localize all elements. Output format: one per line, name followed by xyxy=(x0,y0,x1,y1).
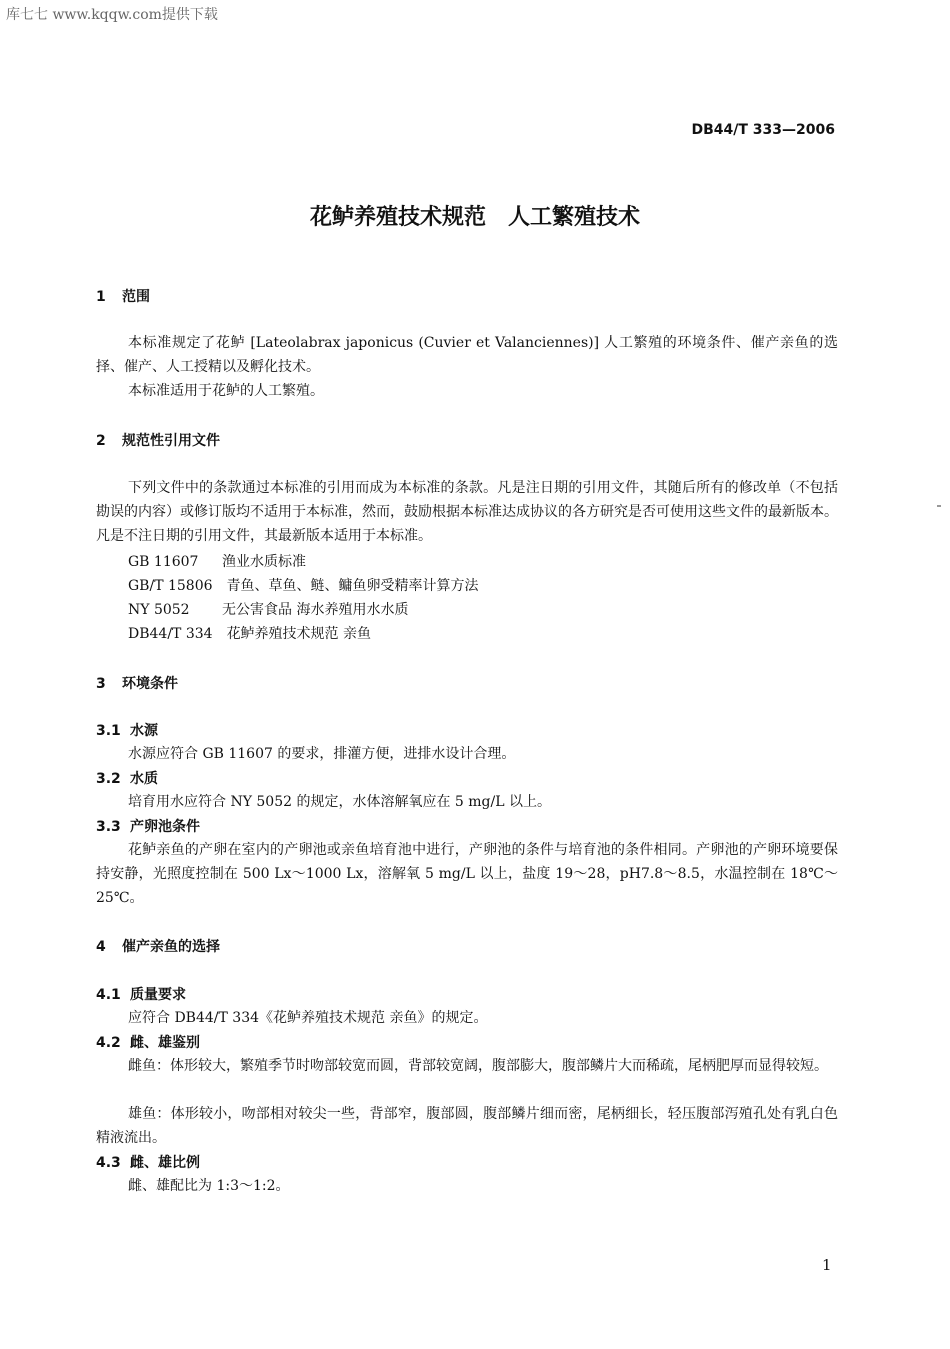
subsection-title: 产卵池条件 xyxy=(130,819,200,835)
female-identification-text: 雌鱼：体形较大，繁殖季节时吻部较宽而圆，背部较宽阔，腹部膨大，腹部鳞片大而稀疏，尾柄肥厚而显得较短。 xyxy=(128,1058,828,1074)
section-1-paragraph-1: 本标准规定了花鲈 [Lateolabrax japonicus (Cuvier et Valanciennes)] 人工繁殖的环境条件、催产亲鱼的选择、催产、人工授精以及孵化技术。 xyxy=(96,335,838,375)
section-number: 2 xyxy=(96,433,106,449)
subsection-4-3-heading xyxy=(96,1152,200,1172)
male-identification-text: 雄鱼：体形较小，吻部相对较尖一些，背部窄，腹部圆，腹部鳞片细而密，尾柄细长，轻压腹部泻殖孔处有乳白色精液流出。 xyxy=(96,1106,838,1146)
section-4-heading xyxy=(96,936,220,956)
subsection-title: 水源 xyxy=(130,723,158,739)
subsection-4-1-heading xyxy=(96,984,186,1004)
section-number: 3 xyxy=(96,676,106,692)
reference-name: 无公害食品 海水养殖用水水质 xyxy=(222,602,409,618)
subsection-4-2-heading xyxy=(96,1032,200,1052)
section-title: 范围 xyxy=(122,289,150,305)
subsection-4-1-text: 应符合 DB44/T 334《花鲈养殖技术规范 亲鱼》的规定。 xyxy=(128,1010,488,1026)
page-number: 1 xyxy=(822,1256,832,1274)
subsection-title: 质量要求 xyxy=(130,987,186,1003)
subsection-number: 3.2 xyxy=(96,771,121,787)
subsection-title: 雌、雄鉴别 xyxy=(130,1035,200,1051)
reference-item xyxy=(128,623,371,643)
reference-name: 花鲈养殖技术规范 亲鱼 xyxy=(226,626,372,642)
subsection-number: 3.1 xyxy=(96,723,121,739)
reference-code: GB 11607 xyxy=(128,554,199,570)
section-number: 1 xyxy=(96,289,106,305)
subsection-3-2-text: 培育用水应符合 NY 5052 的规定，水体溶解氧应在 5 mg/L 以上。 xyxy=(128,794,551,810)
subsection-number: 4.1 xyxy=(96,987,121,1003)
subsection-title: 雌、雄比例 xyxy=(130,1155,200,1171)
subsection-number: 3.3 xyxy=(96,819,121,835)
reference-item xyxy=(128,551,306,571)
subsection-title: 水质 xyxy=(130,771,158,787)
scan-artifact xyxy=(937,505,941,507)
reference-item xyxy=(128,575,479,595)
section-1-heading xyxy=(96,286,150,306)
subsection-3-1-text: 水源应符合 GB 11607 的要求，排灌方便，进排水设计合理。 xyxy=(128,746,516,762)
reference-code: GB/T 15806 xyxy=(128,578,213,594)
subsection-3-1-heading xyxy=(96,720,158,740)
subsection-3-3-heading xyxy=(96,816,200,836)
subsection-4-3-text: 雌、雄配比为 1:3～1:2。 xyxy=(128,1178,290,1194)
reference-code: NY 5052 xyxy=(128,602,190,618)
subsection-number: 4.3 xyxy=(96,1155,121,1171)
section-2-paragraph-1: 下列文件中的条款通过本标准的引用而成为本标准的条款。凡是注日期的引用文件，其随后所有的修改单（不包括勘误的内容）或修订版均不适用于本标准，然而，鼓励根据本标准达成协议的各方研究是否可使用这些文件的最新版本。凡是不注日期的引用文件，其最新版本适用于本标准。 xyxy=(96,480,838,544)
section-3-heading xyxy=(96,673,178,693)
section-2-heading xyxy=(96,430,220,450)
reference-code: DB44/T 334 xyxy=(128,626,213,642)
subsection-3-3-text: 花鲈亲鱼的产卵在室内的产卵池或亲鱼培育池中进行，产卵池的条件与培育池的条件相同。产卵池的产卵环境要保持安静，光照度控制在 500 Lx～1000 Lx，溶解氧 5 mg/L 以上，盐度 19～28，pH7.8～8.5，水温控制在 18℃～25℃。 xyxy=(96,842,838,906)
section-title: 环境条件 xyxy=(122,676,178,692)
watermark: 库七七 www.kqqw.com提供下载 xyxy=(6,7,218,23)
section-1-paragraph-2: 本标准适用于花鲈的人工繁殖。 xyxy=(128,383,324,399)
section-number: 4 xyxy=(96,939,106,955)
reference-name: 渔业水质标准 xyxy=(222,554,306,570)
section-title: 催产亲鱼的选择 xyxy=(122,939,220,955)
section-title: 规范性引用文件 xyxy=(122,433,220,449)
subsection-3-2-heading xyxy=(96,768,158,788)
subsection-number: 4.2 xyxy=(96,1035,121,1051)
reference-item xyxy=(128,599,408,619)
reference-name: 青鱼、草鱼、鲢、鳙鱼卵受精率计算方法 xyxy=(226,578,479,594)
standard-code: DB44/T 333—2006 xyxy=(691,122,835,138)
document-title: 花鲈养殖技术规范 人工繁殖技术 xyxy=(309,205,640,230)
